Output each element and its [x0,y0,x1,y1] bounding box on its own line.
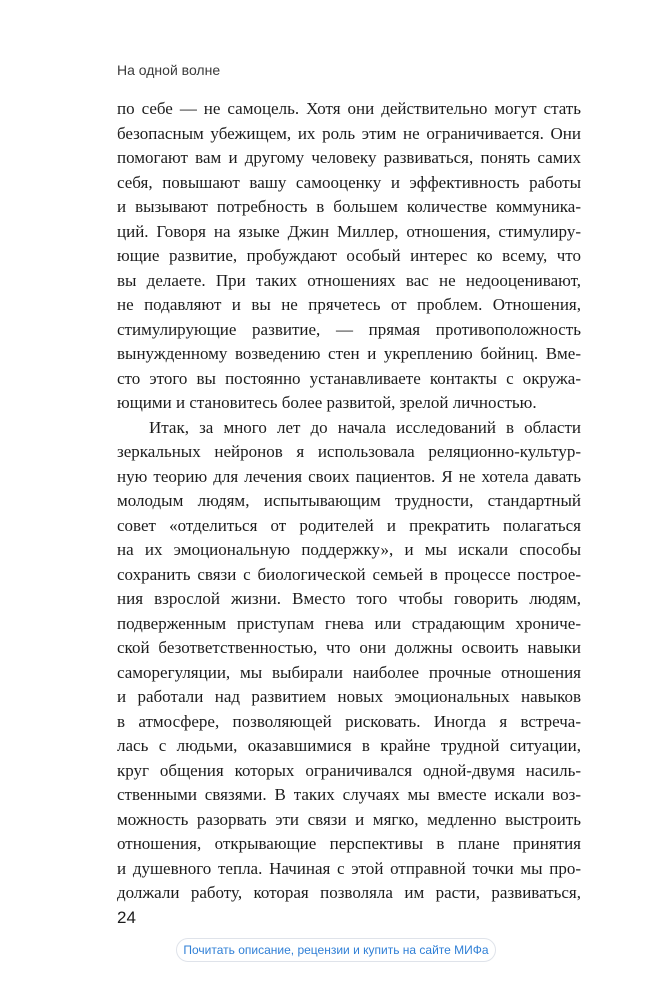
text-line: должали работу, которая позволяла им расти, развиваться, [117,883,581,902]
text-line: помогают вам и другому человеку развиваться, понять самих [117,148,581,167]
text-line: и душевного тепла. Начиная с этой отправной точки мы про- [117,858,581,878]
page-number: 24 [117,908,136,927]
text-line: ций. Говоря на языке Джин Миллер, отношения, стимулиру- [117,221,581,241]
text-line: Итак, за много лет до начала исследований в области [149,417,581,437]
text-line: ской безответственностью, что они должны освоить навыки [117,638,581,657]
text-line: на их эмоциональную поддержку», и мы искали способы [117,540,581,559]
text-line: по себе — не самоцель. Хотя они действительно могут стать [117,99,581,118]
running-head: На одной волне [117,62,221,78]
text-line: стимулирующие развитие, — прямая противоположность [117,319,581,339]
text-line: совет «отделиться от родителей и прекратить полагаться [117,515,581,535]
text-line: безопасным убежищем, их роль этим не ограничивается. Они [117,123,581,143]
text-line: не подавляют и вы не прячетесь от проблем. Отношения, [117,295,581,314]
text-line: ственными связями. В таких случаях мы вместе искали воз- [117,785,581,804]
text-line: зеркальных нейронов я использовала реляционно-культур- [117,442,581,461]
text-line: ющими и становитесь более развитой, зрелой личностью. [117,393,537,412]
text-line: отношения, открывающие перспективы в плане принятия [117,834,581,853]
text-line: молодым людям, испытывающим трудности, стандартный [117,491,581,510]
body-text [117,97,581,906]
text-line: ния взрослой жизни. Вместо того чтобы говорить людям, [117,589,581,608]
text-line: сто этого вы постоянно устанавливаете контакты с окружа- [117,368,581,388]
text-line: и работали над развитием новых эмоциональных навыков [117,687,581,706]
text-line: вы делаете. При таких отношениях вас не недооценивают, [117,270,581,290]
text-line: вынужденному возведению стен и укреплению бойниц. Вме- [117,344,581,363]
text-line: саморегуляции, мы выбирали наиболее прочные отношения [117,662,581,682]
text-line: сохранить связи с биологической семьей в процессе построе- [117,564,581,584]
text-line: подверженным приступам гнева или страдающим хрониче- [117,613,581,633]
text-line: круг общения которых ограничивался одной-двумя насиль- [117,760,581,780]
text-line: лась с людьми, оказавшимися в крайне трудной ситуации, [117,736,581,755]
text-line: ную теорию для лечения своих пациентов. Я не хотела давать [117,466,581,486]
store-link-button[interactable]: Почитать описание, рецензии и купить на сайте МИФа [176,938,496,962]
text-line: себя, повышают вашу самооценку и эффективность работы [117,172,581,192]
text-line: можность разорвать эти связи и мягко, медленно выстроить [117,809,581,829]
text-line: ющие развитие, пробуждают особый интерес ко всему, что [117,246,581,265]
text-line: в атмосфере, позволяющей рисковать. Иногда я встреча- [117,711,581,731]
text-line: и вызывают потребность в большем количестве коммуника- [117,197,581,216]
